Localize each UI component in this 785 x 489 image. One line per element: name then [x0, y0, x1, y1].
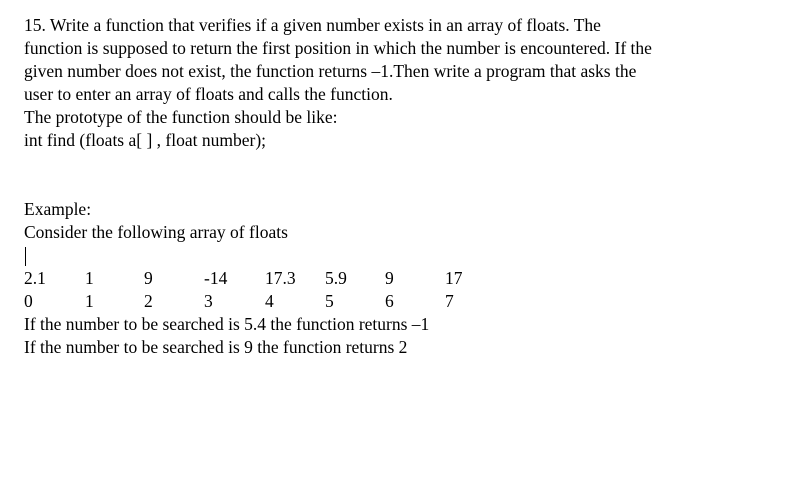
array-value: 1	[85, 268, 94, 288]
prototype-line: int find (floats a[ ] , float number);	[24, 130, 267, 150]
problem-line-3: given number does not exist, the function returns –1.Then write a program that asks the	[24, 61, 637, 81]
problem-line-2: function is supposed to return the first position in which the number is encountered. If the	[24, 38, 652, 58]
problem-line-4: user to enter an array of floats and calls the function.	[24, 84, 393, 104]
array-index: 1	[85, 291, 94, 311]
text-cursor	[25, 247, 26, 266]
array-value: 5.9	[325, 268, 347, 288]
array-index: 0	[24, 291, 33, 311]
array-value: 17	[445, 268, 463, 288]
result-line-1: If the number to be searched is 5.4 the function returns –1	[24, 314, 430, 334]
array-index: 6	[385, 291, 394, 311]
array-value: -14	[204, 268, 228, 288]
array-index: 4	[265, 291, 274, 311]
array-value: 9	[144, 268, 153, 288]
array-index: 5	[325, 291, 334, 311]
problem-line-1: 15. Write a function that verifies if a given number exists in an array of floats. The	[24, 15, 601, 35]
array-value: 2.1	[24, 268, 46, 288]
array-index: 7	[445, 291, 454, 311]
problem-line-5: The prototype of the function should be like:	[24, 107, 338, 127]
array-value: 17.3	[265, 268, 296, 288]
array-values-row	[24, 267, 764, 290]
example-intro: Consider the following array of floats	[24, 222, 288, 242]
array-indices-row	[24, 290, 764, 313]
array-index: 2	[144, 291, 153, 311]
array-index: 3	[204, 291, 213, 311]
blank-space	[24, 152, 764, 198]
document-body	[24, 14, 764, 359]
array-value: 9	[385, 268, 394, 288]
text-cursor-line[interactable]	[24, 244, 764, 267]
result-line-2: If the number to be searched is 9 the function returns 2	[24, 337, 408, 357]
example-heading: Example:	[24, 199, 92, 219]
